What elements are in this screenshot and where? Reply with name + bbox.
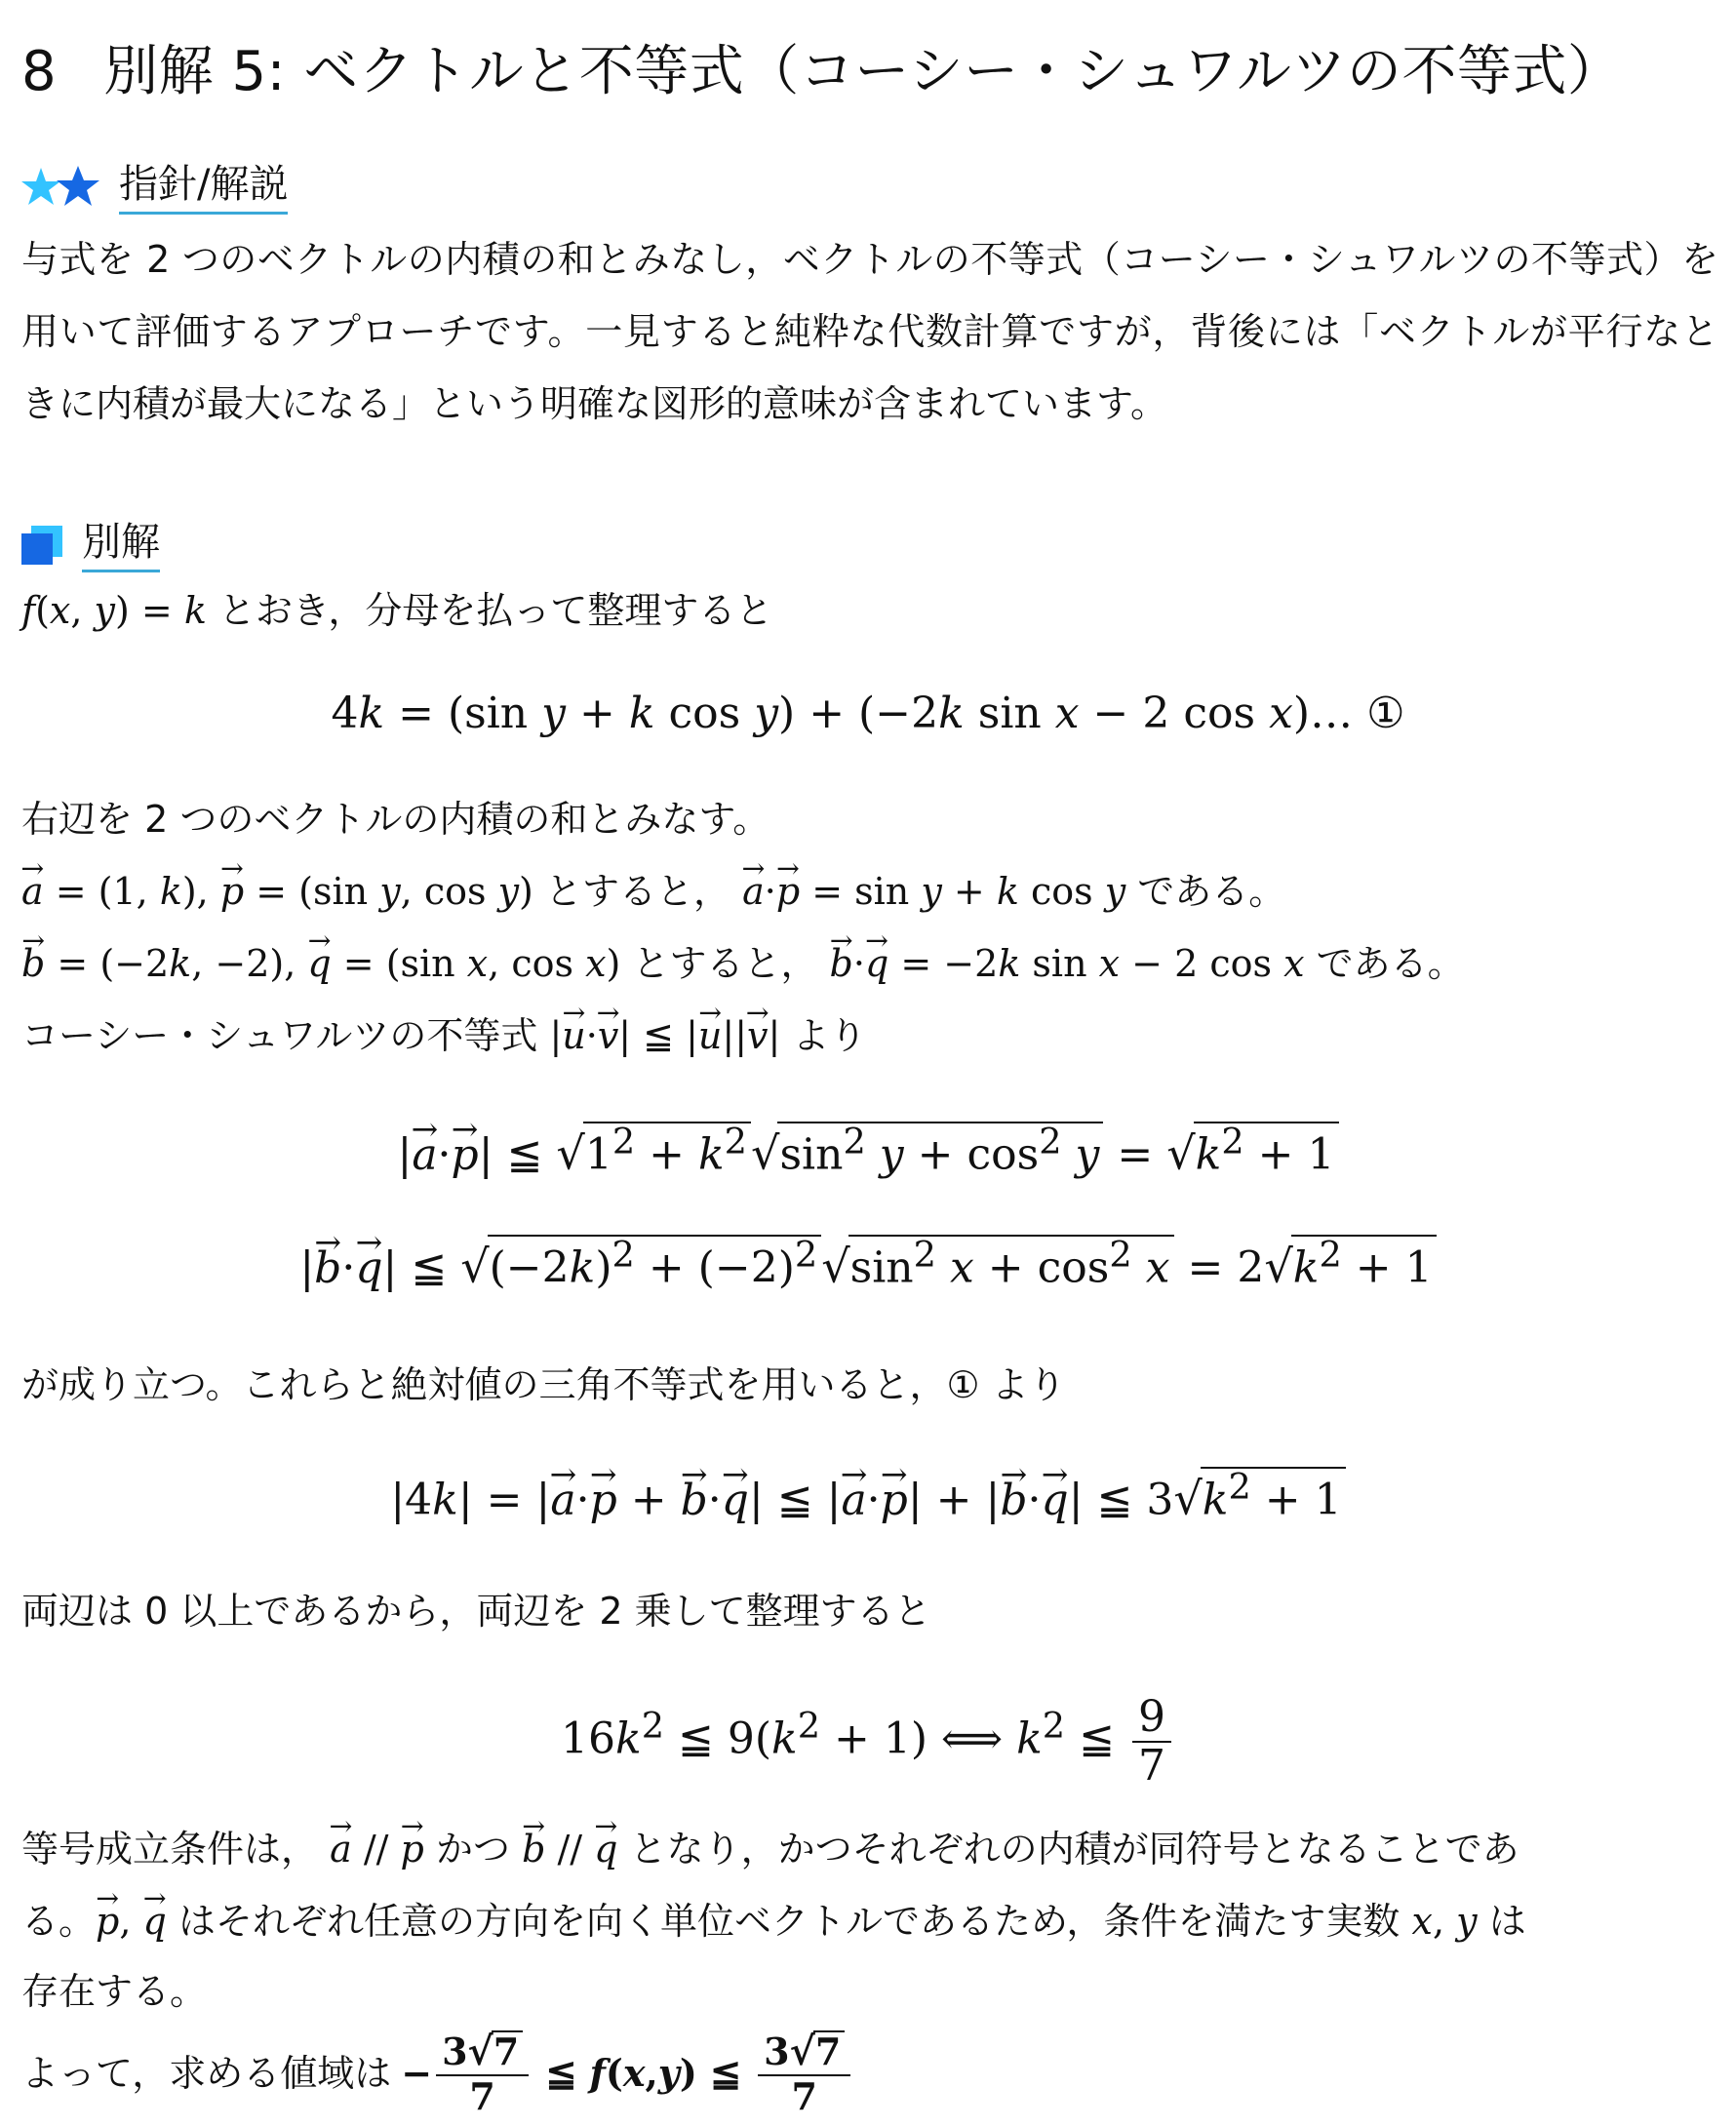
inequality-bq: |→ b·→ q| ≦ $√(-2k)^2 + (-2)^2√\sin^2$ $x + \cos^2 x = 2√k^2 + 1$ (0, 1235, 1736, 1300)
section-number: 8 (21, 40, 58, 103)
square-line: 両辺は 0 以上であるから，両辺を 2 乗して整理すると (21, 1590, 931, 1633)
equality-condition-2: る。→ p, → q はそれぞれ任意の方向を向く単位ベクトルであるため，条件を満たす実数 x, y は (21, 1892, 1526, 1950)
holds-line: が成り立つ。これらと絶対値の三角不等式を用いると，① より (21, 1363, 1066, 1406)
two-stars-icon (20, 162, 103, 213)
fxy-equals-k: f(x, y) = k (21, 589, 207, 632)
triangle-inequality: |4k| = |→ a·→ p + → b·→ q| ≦ |→ a·→ p| + |→ b·→ q| ≦ $3√k^2 + 1$ (0, 1467, 1736, 1532)
equality-condition-3: 存在する。 (21, 1970, 208, 2013)
rhs-line: 右辺を 2 つのベクトルの内積の和とみなす。 (21, 798, 770, 841)
intro-text: とおき，分母を払って整理すると (217, 589, 773, 632)
guide-paragraph: 与式を 2 つのベクトルの内積の和とみなし，ベクトルの不等式（コーシー・シュワルツの不等式）を用いて評価するアプローチです。一見すると純粋な代数計算ですが，背後には「ベクトルが平行なときに内積が最大になる」という明確な図形的意味が含まれています。 (21, 238, 1718, 425)
equation-1: 4k = (sin y + k cos y) + (−2k sin x − 2 cos x)… ① (331, 689, 1405, 738)
intro-line (21, 581, 772, 640)
inequality-ap: |→ a·→ p| ≦ $√1^2 + k^2√\sin^2$ $y + \cos^2 y = √k^2 + 1$ (0, 1122, 1736, 1187)
section-header-solution (20, 517, 160, 572)
def-a-line: → a = (1, k), → p = (sin y, cos y) とすると， → a·→ p = sin y + k cos y である。 (21, 862, 1285, 921)
cauchy-schwarz-line: コーシー・シュワルツの不等式 |→ u·→ v| ≦ |→ u||→ v| より (21, 1006, 866, 1065)
section-header-guide (20, 159, 288, 215)
title-text: 別解 5: ベクトルと不等式（コーシー・シュワルツの不等式） (103, 40, 1623, 103)
section-label-guide: 指針/解説 (119, 159, 288, 215)
square-icon (20, 524, 66, 567)
section-label-solution: 別解 (82, 517, 160, 572)
equality-condition-1: 等号成立条件は， → a // → p かつ → b // → q となり，かつそれぞれの内積が同符号となることであ (21, 1820, 1519, 1878)
def-b-line: → b = (−2k, −2), → q = (sin x, cos x) とすると， → b·→ q = −2k sin x − 2 cos x である。 (21, 934, 1465, 993)
page-title (21, 41, 1622, 103)
eq1-label: … ① (1310, 689, 1405, 738)
k-squared-inequality: $16k^2$ ≦ $9(k^2 + 1)$ ⟺ $k^2$ ≦ $\frac{9}{7}$ (0, 1677, 1736, 1791)
conclusion-line: よって，求める値域は − $\frac{3√7}{7}$ ≦ f ( x , y ) ≦ $\frac{3√7}{7}$ (21, 2023, 854, 2124)
